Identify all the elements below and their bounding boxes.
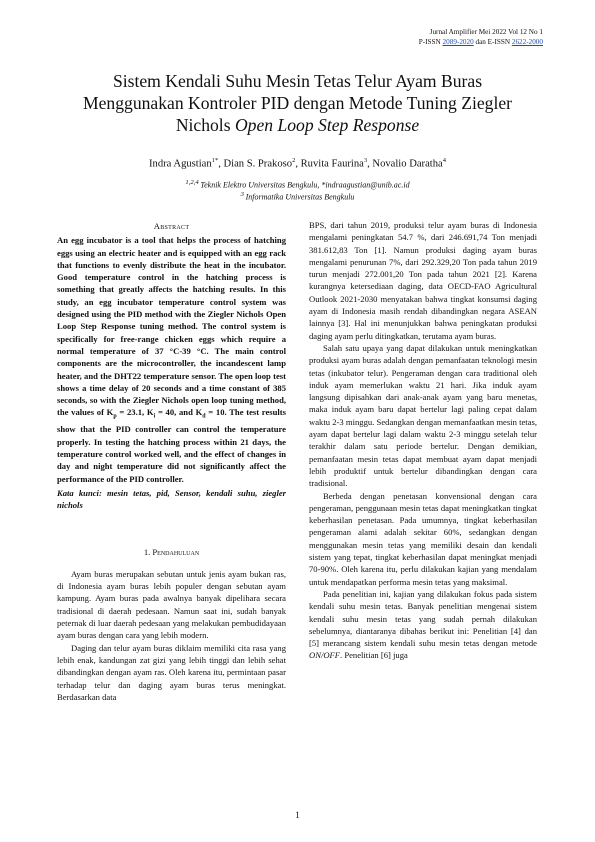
sub-d: d	[202, 414, 206, 421]
title-line-3-italic: Open Loop Step Response	[234, 115, 420, 135]
author-2-sup: 2	[292, 157, 296, 164]
section-title: Pendahuluan	[152, 546, 200, 557]
author-1: Indra Agustian	[149, 158, 212, 170]
abstract-text-c: = 40, and K	[155, 407, 203, 418]
affiliation-2	[40, 191, 555, 202]
keywords-label: Kata kunci	[57, 487, 99, 498]
author-4-sup: 4	[442, 157, 446, 164]
abstract-text-d: = 10. The test results show that the PID controller can control the temperature properly. In testing the hatching process within 21 days, the temperature control worked well, and the effect of changes in day and night temperature did not significantly affect the performance of the PID controller.	[57, 407, 286, 484]
affiliation-1	[40, 179, 555, 190]
keywords	[57, 487, 286, 512]
paragraph: Daging dan telur ayam buras diklaim memiliki cita rasa yang lebih enak, kandungan zat gizi yang lebih tinggi dan lebih sehat dibandingkan dengan ayam ras. Oleh karena itu, permintaan pasar terhadap telur dan daging ayam buras terus meningkat. Berdasarkan data	[57, 642, 286, 702]
journal-header	[419, 28, 543, 47]
page-number: 1	[295, 810, 300, 820]
author-1-sup: 1*	[211, 157, 219, 164]
paragraph: Ayam buras merupakan sebutan untuk jenis ayam bukan ras, di Indonesia ayam buras lebih populer dengan sebutan ayam kampung. Ayam buras pada awalnya banyak dipelihara secara tradisional di daerah pedesaan. Namun saat ini, sudah banyak peternak di luar daerah pedesaan yang melakukan pembudidayaan ayam buras dengan cara yang lebih modern.	[57, 568, 286, 641]
paragraph: Berbeda dengan penetasan konvensional dengan cara pengeraman, penggunaan mesin tetas dapat meningkatkan tingkat keberhasilan penetasan. Pada umumnya, tingkat keberhasilan pengeraman alami adalah sekitar 60%, sedangkan dengan menggunakan mesin tetas yang memiliki desain dan kendali sistem yang tepat, tingkat keberhasilan dapat meningkat menjadi 70-90%. Oleh karena itu, perlu dilakukan kajian yang mendalam untuk mendapatkan performa mesin tetas yang maksimal.	[309, 490, 537, 587]
author-2: , Dian S. Prakoso	[218, 158, 293, 170]
author-list	[40, 157, 555, 170]
section-heading	[57, 546, 286, 558]
sub-p: p	[113, 414, 117, 421]
paragraph-text: Pada penelitian ini, kajian yang dilakukan fokus pada sistem kendali suhu mesin tetas. Banyak penelitian mengenai sistem kendali suhu mesin tetas yang sudah pernah dilakukan sebelumnya, diantaranya dibahas berikut ini: Penelitian [4] dan [5] merancang sistem kendali suhu mesin tetas dengan metode	[309, 588, 537, 649]
keywords-text: : mesin tetas, pid, Sensor, kendali suhu, ziegler nichols	[57, 487, 286, 511]
abstract-text-b: = 23.1, K	[116, 407, 154, 418]
abstract-text	[57, 234, 286, 485]
abstract-text-a: An egg incubator is a tool that helps the process of hatching eggs using an electric heater and is equipped with an egg rack that functions to evenly distribute the heat in the incubator. Good temperature control in the hatching process is something that greatly affects the hatching results. In this study, an egg incubator temperature control system was designed using the PID method with the Ziegler Nichols Open Loop Step Response tuning method. The control system is specifically for free-range chicken eggs which require a normal temperature of 37 °C-39 °C. The main control components are the microcontroller, the incandescent lamp heater, and the DHT22 temperature sensor. The open loop test shows a time delay of 20 seconds and a time constant of 385 seconds, so with the Ziegler Nichols open loop tuning method, the values of K	[57, 235, 286, 418]
eissn-link[interactable]: 2622-2000	[511, 37, 543, 46]
affiliation-1-sup: 1,2,4	[185, 179, 201, 186]
author-3-sup: 3	[363, 157, 368, 164]
author-3: , Ruvita Faurina	[295, 158, 364, 170]
right-column	[309, 219, 537, 662]
author-4: , Novalio Daratha	[367, 158, 443, 170]
section-number: 1.	[143, 546, 153, 557]
title-line-1: Sistem Kendali Suhu Mesin Tetas Telur Ayam Buras	[112, 71, 483, 91]
journal-info: Jurnal Amplifier Mei 2022 Vol 12 No 1	[429, 28, 543, 36]
paragraph: Salah satu upaya yang dapat dilakukan untuk meningkatkan produksi ayam buras adalah dengan pemanfaatan teknologi mesin tetas (inkubator telur). Pengeraman dengan cara traditional oleh induk ayam memerlukan waktu 21 hari. Jika induk ayam langsung dipisahkan dari anak-anak ayam yang baru menetas, maka induk ayam baru dapat bertelur lagi paling cepat dalam waktu 2-3 minggu. Sedangkan dengan memanfaatkan mesin tetas, ayam dapat bertelur lagi dalam waktu 2-3 minggu setelah telur terakhir dalam satu periode bertelur. Dengan demikian, pemanfaatan mesin tetas dapat membuat ayam dapat menjadi lebih produktif untuk bertelur dibandingkan dengan cara tradisional.	[309, 342, 537, 489]
title-line-2: Menggunakan Kontroler PID dengan Metode Tuning Ziegler	[82, 93, 513, 113]
pissn-label: P-ISSN	[418, 37, 443, 46]
issn-line	[419, 38, 543, 48]
paragraph-text-end: . Penelitian [6] juga	[340, 650, 408, 661]
affiliation-2-text: Informatika Universitas Bengkulu	[245, 192, 355, 202]
title-line-3	[60, 114, 535, 136]
eissn-label: dan E-ISSN	[473, 37, 512, 46]
affiliation-2-sup: 3	[240, 191, 246, 198]
paragraph	[309, 588, 537, 662]
abstract-heading: Abstract	[153, 221, 190, 231]
title-line-3-plain: Nichols	[175, 115, 235, 135]
paper-title	[60, 70, 535, 136]
affiliation-1-text: Teknik Elektro Universitas Bengkulu, *indraagustian@unib.ac.id	[200, 180, 410, 190]
paragraph: BPS, dari tahun 2019, produksi telur ayam buras di Indonesia mengalami peningkatan 54.7 %, dari 246.691,74 Ton menjadi 381.612,83 Ton [1]. Namun produksi daging ayam buras mengalami penurunan 7%, dari 292.329,20 Ton pada tahun 2019 turun menjadi 272.001,20 Ton pada tahun 2021 [2]. Karena kurangnya ketersediaan daging, data OECD-FAO Agricultural Outlook 2021-2030 menyatakan bahwa tingkat konsumsi daging ayam di Indonesia masih rendah dibandingkan negara ASEAN lainnya [3]. Hal ini menunjukkan bahwa peningkatan produksi daging ayam perlu ditingkatkan, terutama ayam buras.	[309, 220, 537, 341]
left-column	[57, 220, 286, 703]
paragraph-italic: ON/OFF	[309, 650, 341, 661]
pissn-link[interactable]: 2089-2020	[442, 37, 474, 46]
sub-i: i	[153, 414, 156, 421]
